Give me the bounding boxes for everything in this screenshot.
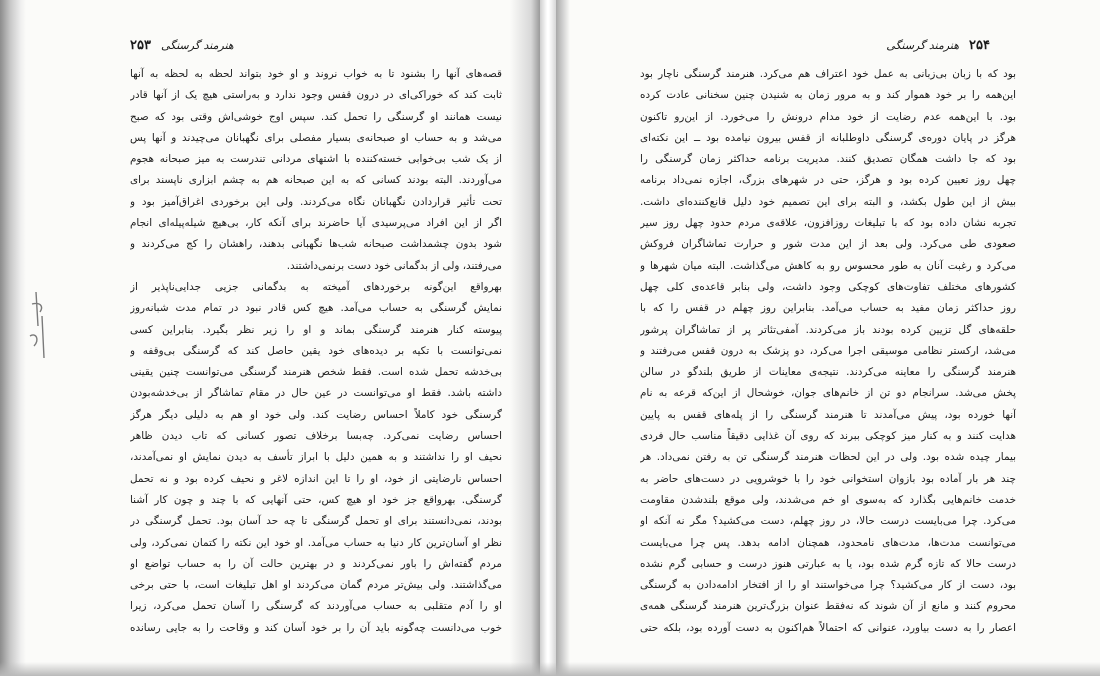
text-line: داشته باشد. فقط او می‌توانست در عین حال در مقام تماشاگر از بی‌خدشه‌بودن <box>130 387 502 400</box>
text-line: بود که با زبان بی‌زبانی به عمل خود اعتراف هم می‌کرد. هنرمند گرسنگی ناچار بود <box>640 68 1016 80</box>
text-line: روز حداکثر زمان مفید به حساب می‌آمد. بنابراین روز چهلم در قفس را که با <box>640 302 1016 315</box>
text-line: تحت تأثیر قراردادن نگهبانان نگاه می‌کردند. ولی این برخوردی اغراق‌آمیز بود و <box>130 195 502 208</box>
binding-shadow <box>510 0 540 676</box>
text-line: شود بدون چشمداشت صبحانه شب‌ها نگهبانی بدهند، راهشان را کج می‌کردند و <box>130 238 502 251</box>
text-line: بودند، نمی‌دانستند برای او تحمل گرسنگی تا چه حد آسان بود. تحمل گرسنگی در <box>130 515 502 528</box>
text-line: او را آدم متقلبی به حساب می‌آوردند که گرسنگی را آسان تحمل می‌کرد، زیرا <box>130 600 502 613</box>
text-line: گرسنگی خود کاملاً احساس رضایت کند. ولی خود او هم به دلیلی دیگر هرگز <box>130 408 502 421</box>
page-bottom-shadow <box>0 662 1100 676</box>
text-line: خدمت خانم‌هایی بگذارد که به‌سوی او خم می‌شدند، ولی موقع بلندشدن مقاومت <box>640 493 1016 506</box>
text-line: هرگز در پایان دوره‌ی گرسنگی داوطلبانه از قفس بیرون نیامده بود ــ این نکته‌ای <box>640 131 1016 144</box>
text-line: بود که جا داشت همگان تصدیق کنند. مدیریت برنامه حداکثر زمان گرسنگی را <box>640 153 1016 166</box>
text-line: پیوسته کنار هنرمند گرسنگی بماند و او را زیر نظر بگیرد. بنابراین کسی <box>130 323 502 336</box>
text-line: چهل روز تعیین کرده بود و هرگز، حتی در شهرهای بزرگ، اجازه نمی‌داد برنامه <box>640 174 1016 187</box>
text-line: خوب می‌دانست چه‌گونه باید آن را بر خود آسان کند و وقاحت را به جایی رسانده <box>130 621 502 634</box>
text-line: درست حالا که تازه گرم شده بود، یا به عبارتی هنوز درست و حسابی گرم نشده <box>640 557 1016 570</box>
text-line: تجربه نشان داده بود که با تبلیغات روزافزون، علاقه‌ی مردم حدود چهل روز سیر <box>640 217 1016 230</box>
text-line: هنرمند گرسنگی را معاینه می‌کردند. نتیجه‌ی معاینات از طریق بلندگو در سالن <box>640 366 1016 379</box>
text-line: اگر از این افراد می‌پرسیدی آیا حاضرند برای آنکه کار، بی‌هیچ شیله‌پیله‌ای انجام <box>130 217 502 230</box>
page-number: ۲۵۴ <box>969 38 990 53</box>
binding-shadow-right <box>556 0 570 676</box>
text-line: نمایش گرسنگی به حساب می‌آمد. هیچ کس قادر نبود در تمام مدت شبانه‌روز <box>130 302 502 315</box>
text-line: بود، دست از کار می‌کشید؟ چرا می‌خواستند او را از افتخار ادامه‌دادن به گرسنگی <box>640 579 1016 592</box>
text-line: بهرواقع این‌گونه برخوردهای آمیخته به بدگمانی جزیی جدایی‌ناپذیر از <box>130 280 502 293</box>
left-page-text <box>130 64 502 639</box>
text-line: نحیف او را نداشتند و به همین دلیل با ابراز تأسف به دیدن نمایش او نمی‌آمدند، <box>130 451 502 464</box>
book-gutter <box>540 0 556 676</box>
text-line: احساس نارضایتی از خود، او را تا این اندازه لاغر و نحیف کرده بود و نه تحمل <box>130 472 502 485</box>
text-line: کشورهای مختلف تفاوت‌های کوچکی وجود داشت، ولی بنابر قاعده‌ی کلی چهل <box>640 280 1016 293</box>
text-line: آنها خورده بود، پیش می‌آمدند تا هنرمند گرسنگی را از پله‌های قفس به پایین <box>640 408 1016 421</box>
text-line: بود. با این‌همه عدم رضایت از خود مدام درونش را می‌خورد. از این‌رو تاکنون <box>640 110 1016 123</box>
page-number: ۲۵۳ <box>130 38 151 53</box>
left-page-header <box>130 38 234 58</box>
text-line: پخش می‌شد. سرانجام دو تن از خانم‌های جوان، خوشحال از این‌که قرعه به نام <box>640 387 1016 400</box>
text-line: بی‌خدشه تحمل شده است. فقط شخص هنرمند گرسنگی می‌توانست چنین یقینی <box>130 366 502 379</box>
left-page <box>0 0 540 676</box>
text-line: می‌رفتند، ولی از بدگمانی خود دست برنمی‌داشتند. <box>286 259 502 272</box>
running-title: هنرمند گرسنگی <box>886 39 960 52</box>
text-line: این‌همه را بر خود هموار کند و به مرور زمان به شنیدن چنین سخنانی عادت کرده <box>640 89 1016 102</box>
right-page <box>556 0 1100 676</box>
text-line: هدایت کنند و به کنار میز کوچکی ببرند که روی آن غذایی دقیقاً مناسب حال فردی <box>640 430 1016 443</box>
text-line: می‌شد و به حساب او صبحانه‌ی بسیار مفصلی برای نگهبانان می‌چیدند و آنها پس <box>130 131 502 144</box>
text-line: چند هر بار آماده بود بازوان استخوانی خود را با خوشرویی در دست‌های حاضر به <box>640 472 1016 485</box>
text-line: از یک شب بی‌خوابی خسته‌کننده با اشتهای مردانی تندرست به میز صبحانه هجوم <box>130 153 502 166</box>
text-line: بیش از این طول بکشد، و البته برای این تصمیم خود دلیل قانع‌کننده‌ای داشت. <box>640 195 1016 208</box>
text-line: گرسنگی. بهرواقع جز خود او هیچ کس، حتی آنهایی که با چند و چون کار آشنا <box>130 493 502 506</box>
running-title: هنرمند گرسنگی <box>160 39 234 52</box>
text-line: می‌توانست مدت‌ها، مدت‌های نامحدود، همچنان ادامه بدهد. پس چرا می‌بایست <box>640 536 1016 549</box>
text-line: می‌گذاشتند. ولی بیش‌تر مردم گمان می‌کردند او اهل تبلیغات است، با حتی برخی <box>130 579 502 592</box>
text-line: مردم گفته‌اش را باور نمی‌کردند و در بهترین حالت آن را به حساب تواضع او <box>130 557 502 570</box>
text-line: ثابت کند که خوراکی‌ای در درون قفس وجود ندارد و به‌راستی هیچ یک از آنها قادر <box>130 89 502 102</box>
text-line: می‌کرد و رغبت آنان به طور محسوس رو به کاهش می‌گذاشت. البته میان شهرها و <box>640 259 1016 272</box>
text-line: نیست همانند او گرسنگی را تحمل کند. سپس اوج خوشی‌اش وقتی بود که صبح <box>130 110 502 123</box>
margin-scribble <box>22 286 56 376</box>
text-line: نمی‌توانست با تکیه بر دیده‌های خود یقین حاصل کند که گرسنگی بی‌وقفه و <box>130 344 502 357</box>
text-line: می‌شد، ارکستر نظامی موسیقی اجرا می‌کرد، دو پزشک به درون قفس می‌رفتند و <box>640 344 1016 357</box>
text-line: می‌آوردند. البته بودند کسانی که به این صبحانه هم به چشم ابزاری ناپسند برای <box>130 174 502 187</box>
handwritten-mark <box>22 286 56 376</box>
text-line: قصه‌های آنها را بشنود تا به خواب نروند و او خود بتواند لحظه به لحظه به آنها <box>130 68 502 80</box>
right-page-header <box>886 38 990 58</box>
text-line: نظر او آسان‌ترین کار دنیا به حساب می‌آمد. او خود این نکته را کتمان نمی‌کرد، ولی <box>130 536 502 549</box>
text-line: اعصار را به دست بیاورد، عنوانی که احتمالاً هم‌اکنون به دست آورده بود، بلکه حتی <box>640 621 1016 634</box>
right-page-text <box>640 64 1016 639</box>
text-line: صعودی طی می‌کرد. ولی بعد از این مدت شور و حرارت تماشاگران فروکش <box>640 238 1016 251</box>
text-line: محروم کنند و مانع از آن شوند که نه‌فقط عنوان بزرگ‌ترین هنرمند گرسنگی همه‌ی <box>640 600 1016 613</box>
text-line: احساس رضایت نمی‌کرد. چه‌بسا برخلاف تصور کسانی که تاب دیدن ظاهر <box>130 430 502 443</box>
text-line: می‌کرد. چرا می‌بایست درست حالا، در روز چهلم، دست می‌کشید؟ مگر نه آنکه او <box>640 515 1016 528</box>
text-line: بیمار چیده شده بود. ولی در این لحظات هنرمند گرسنگی تن به رفتن نمی‌داد. هر <box>640 451 1016 464</box>
text-line: حلقه‌های گل تزیین کرده بودند باز می‌کردند. آمفی‌تئاتر پر از تماشاگران پرشور <box>640 323 1016 336</box>
